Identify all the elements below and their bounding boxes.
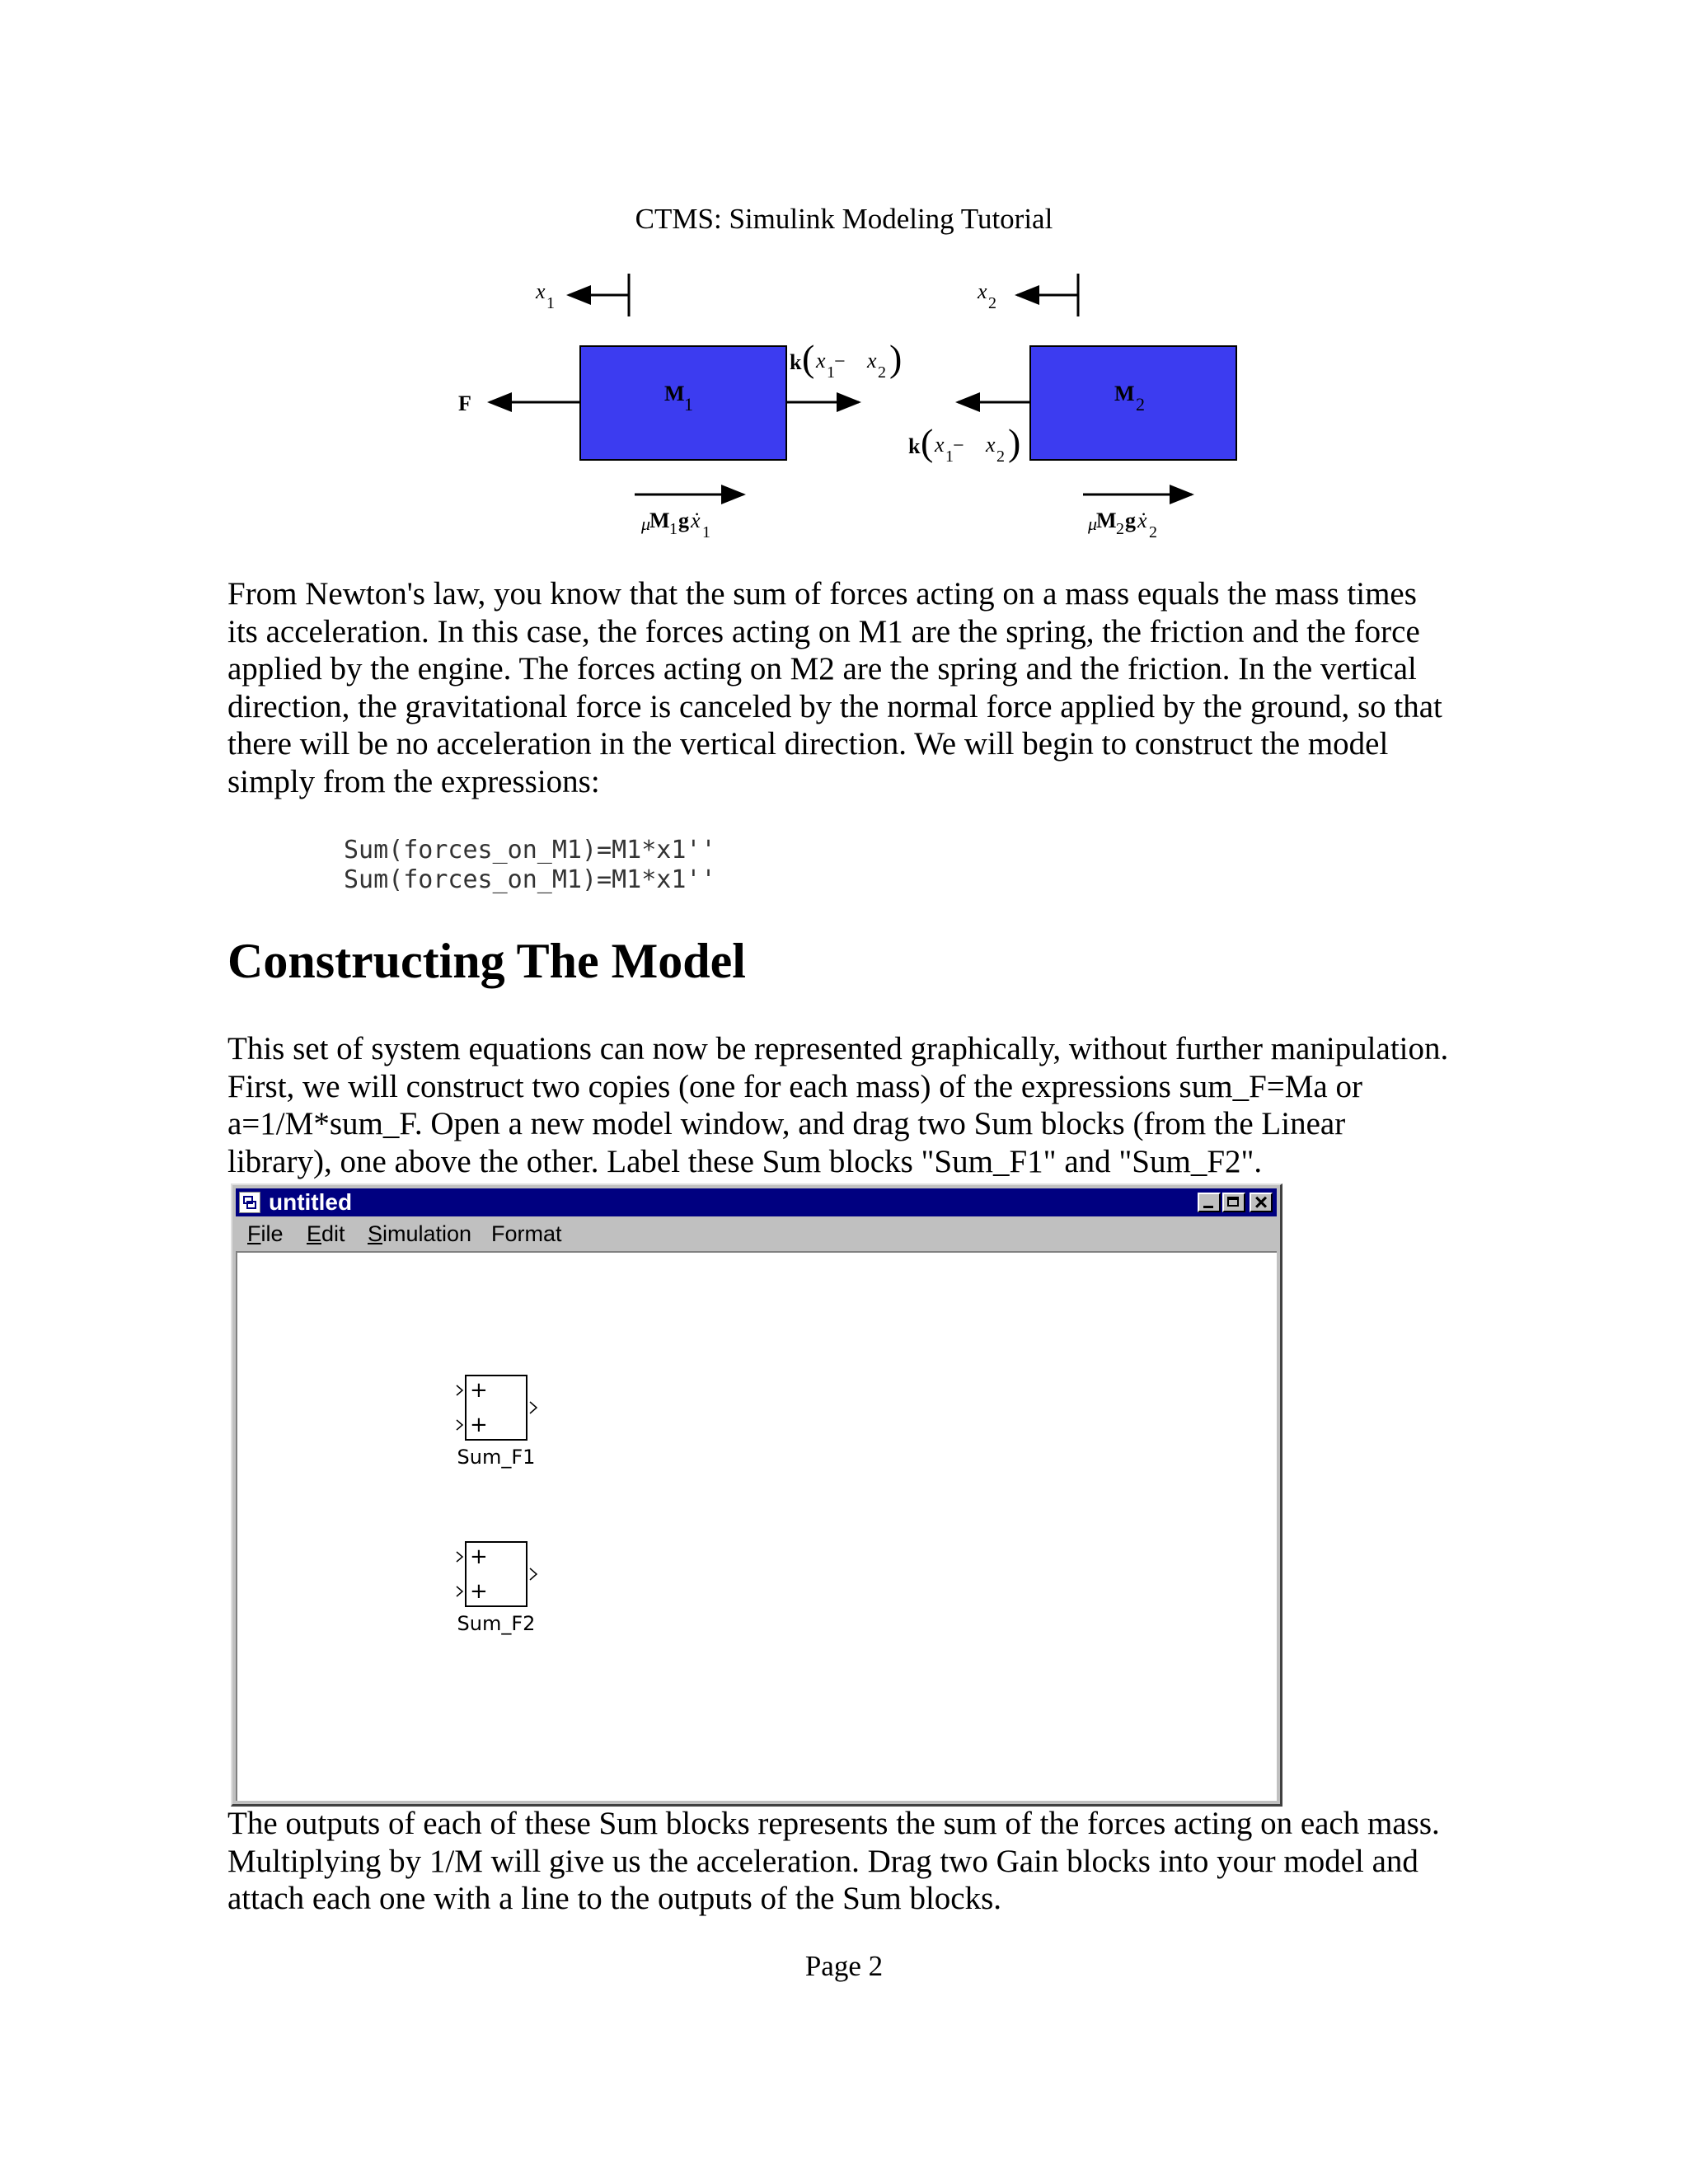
mass-spring-diagram [437,262,1261,542]
x1-label: x [536,279,546,303]
code-line: Sum(forces_on_M1)=M1*x1'' [344,836,716,865]
svg-text:): ) [889,337,903,379]
outputs-paragraph [227,1805,1497,1918]
text-line: simply from the expressions: [227,763,600,799]
svg-text:2: 2 [1116,520,1124,538]
svg-text:g: g [678,509,689,532]
svg-text:M: M [1096,509,1117,532]
input-sign: + [470,1579,488,1604]
page-number: Page 2 [804,1950,884,1982]
close-button[interactable] [1250,1193,1273,1212]
menu-edit[interactable]: Edit [307,1221,345,1246]
output-port-icon[interactable] [529,1568,537,1581]
text-line: applied by the engine. The forces acting on M2 are the spring and the friction. In the vertical [227,651,1417,687]
svg-text:1: 1 [945,448,954,466]
svg-text:1: 1 [669,520,678,538]
svg-text:ẋ: ẋ [691,509,701,532]
window-titlebar[interactable] [236,1188,1277,1216]
simulink-window [231,1183,1282,1807]
x2-label: x [978,279,987,303]
x1-indicator [535,274,629,316]
text-line: First, we will construct two copies (one for each mass) of the expressions sum_F=Ma or [227,1068,1362,1104]
code-block [344,836,716,895]
model-canvas[interactable] [236,1251,1277,1801]
simulink-app-icon[interactable] [239,1192,260,1213]
svg-text:2: 2 [1149,523,1157,541]
text-line: its acceleration. In this case, the forces acting on M1 are the spring, the friction and the force [227,613,1420,649]
svg-text:x: x [986,433,996,457]
svg-text:μ: μ [641,513,651,534]
output-port-icon[interactable] [529,1401,537,1414]
code-line: Sum(forces_on_M1)=M1*x1'' [344,865,716,894]
input-sign: + [470,1378,488,1403]
svg-text:2: 2 [878,363,886,382]
input-port-icon[interactable] [456,1551,464,1563]
mass-1-sub: 1 [684,394,693,415]
minimize-button[interactable] [1198,1193,1221,1212]
svg-text:ẋ: ẋ [1137,509,1147,532]
svg-text:(: ( [802,337,815,379]
x2-indicator [977,274,1078,316]
input-sign: + [470,1544,488,1569]
spring-force-m1 [786,337,902,402]
intro-paragraph [227,575,1497,800]
section-heading: Constructing The Model [227,934,746,988]
x1-sub: 1 [546,294,555,312]
page-header: CTMS: Simulink Modeling Tutorial [635,203,1053,235]
text-line: The outputs of each of these Sum blocks represents the sum of the forces acting on each mass. [227,1806,1440,1841]
sum-block-f1-label[interactable]: Sum_F1 [457,1446,536,1469]
menu-simulation[interactable]: Simulation [368,1221,472,1246]
mass-1-label: M [664,382,685,405]
friction-force-m2 [1083,494,1192,541]
svg-text:x: x [867,349,877,373]
construct-paragraph [227,1030,1497,1180]
text-line: a=1/M*sum_F. Open a new model window, and drag two Sum blocks (from the Linear [227,1106,1346,1141]
svg-text:1: 1 [702,523,710,541]
svg-text:−: − [953,435,964,457]
input-port-icon[interactable] [456,1385,464,1396]
svg-text:x: x [816,349,826,373]
svg-text:1: 1 [827,363,835,382]
mass-2-sub: 2 [1136,394,1145,415]
text-line: there will be no acceleration in the vertical direction. We will begin to construct the model [227,726,1389,762]
sum-block-f2-label[interactable]: Sum_F2 [457,1612,536,1635]
text-line: From Newton's law, you know that the sum of forces acting on a mass equals the mass times [227,576,1417,612]
mass-2-label: M [1114,382,1135,405]
menu-format[interactable]: Format [491,1221,562,1246]
window-title: untitled [269,1189,353,1215]
svg-text:M: M [649,509,670,532]
svg-text:x: x [935,433,945,457]
force-indicator [458,391,580,415]
sum-block-f2[interactable] [465,1541,528,1607]
sum-block-f1[interactable] [465,1375,528,1441]
svg-text:k: k [790,350,802,374]
svg-text:μ: μ [1088,513,1098,534]
input-port-icon[interactable] [456,1419,464,1431]
svg-text:2: 2 [996,448,1005,466]
friction-force-m1 [635,494,743,541]
text-line: attach each one with a line to the outputs of the Sum blocks. [227,1881,1002,1916]
maximize-button[interactable] [1222,1193,1245,1212]
input-sign: + [470,1413,488,1437]
text-line: direction, the gravitational force is canceled by the normal force applied by the ground, so that [227,688,1442,724]
text-line: This set of system equations can now be represented graphically, without further manipulation. [227,1031,1449,1066]
text-line: library), one above the other. Label these Sum blocks "Sum_F1" and "Sum_F2". [227,1143,1263,1179]
svg-text:g: g [1125,509,1136,532]
x2-sub: 2 [988,294,996,312]
text-line: Multiplying by 1/M will give us the acceleration. Drag two Gain blocks into your model and [227,1843,1418,1879]
menu-bar [236,1218,1277,1249]
menu-file[interactable]: File [247,1221,284,1246]
svg-text:): ) [1008,421,1021,463]
input-port-icon[interactable] [456,1586,464,1597]
svg-text:−: − [834,351,846,373]
svg-text:(: ( [921,421,934,463]
spring-force-m2 [908,402,1030,466]
force-label: F [458,391,471,415]
svg-text:k: k [908,434,921,458]
